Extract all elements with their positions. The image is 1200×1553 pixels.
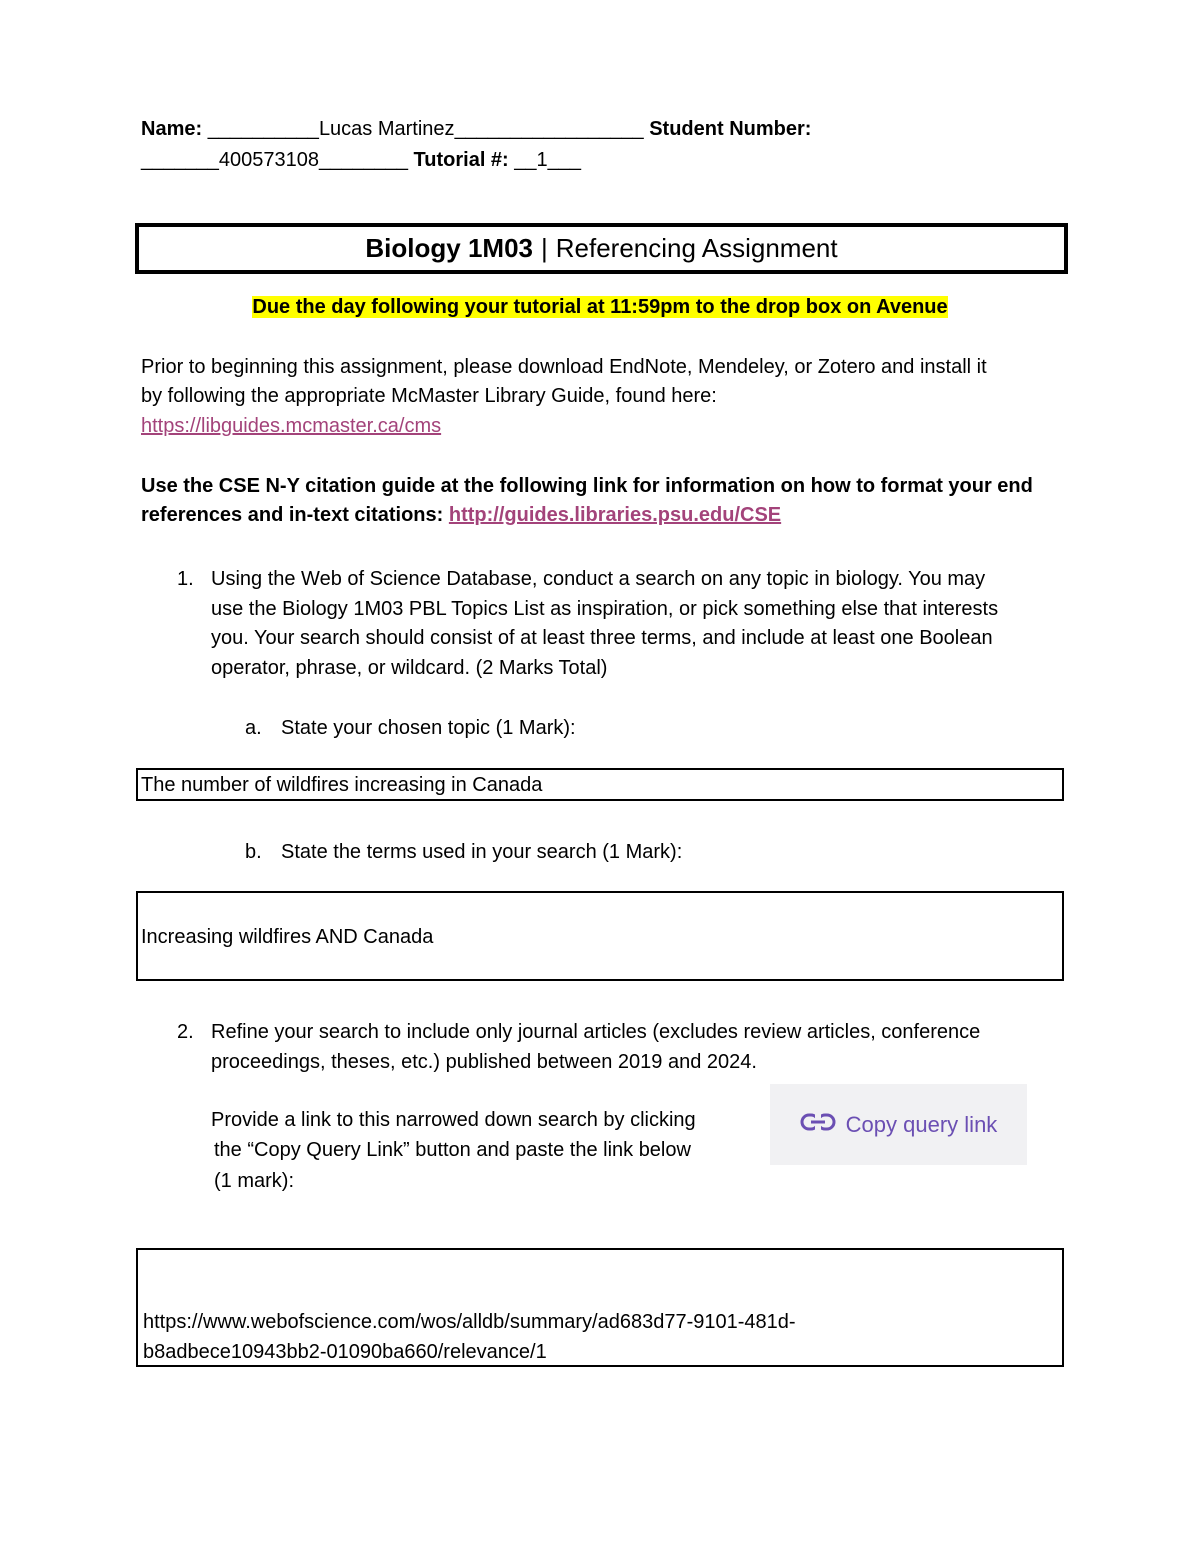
q2-answer-box[interactable] (136, 1248, 1064, 1367)
q1a-answer: The number of wildfires increasing in Canada (141, 774, 543, 796)
student-blank-before: _______ (141, 149, 219, 171)
name-blank-after: _________________ (454, 118, 644, 140)
q2-answer-line-1: https://www.webofscience.com/wos/alldb/summary/ad683d77-9101-481d- (143, 1311, 796, 1333)
course-title: Biology 1M03 (365, 233, 533, 263)
q1a-label: a. (245, 717, 262, 739)
q1b-label: b. (245, 841, 262, 863)
student-number: 400573108 (218, 149, 319, 171)
tutorial-blank-before: __ (514, 149, 537, 171)
student-number-label: Student Number: (649, 118, 812, 140)
q2-number: 2. (177, 1021, 194, 1043)
cse-line-2-text: references and in-text citations: (141, 504, 444, 526)
cse-line-2 (141, 500, 781, 530)
link-icon (800, 1112, 836, 1138)
tutorial-number: 1 (536, 149, 548, 171)
intro-link-row (141, 411, 441, 441)
q1a-answer-box[interactable] (136, 768, 1064, 801)
name-label: Name: (141, 118, 203, 140)
cse-line-1: Use the CSE N-Y citation guide at the following link for information on how to format your end (141, 475, 1033, 497)
libguides-link[interactable]: https://libguides.mcmaster.ca/cms (141, 415, 442, 437)
q1-line-3: you. Your search should consist of at least three terms, and include at least one Boolean (211, 627, 993, 649)
cse-guide-link[interactable]: http://guides.libraries.psu.edu/CSE (448, 504, 782, 526)
copy-query-link-button[interactable] (770, 1084, 1027, 1165)
q1a-text: State your chosen topic (1 Mark): (281, 717, 576, 739)
intro-line-1: Prior to beginning this assignment, please download EndNote, Mendeley, or Zotero and install it (141, 356, 987, 378)
title-separator: | (541, 233, 548, 263)
due-notice-row (0, 292, 1200, 322)
assignment-title: Referencing Assignment (555, 233, 838, 263)
intro-line-2: by following the appropriate McMaster Library Guide, found here: (141, 385, 717, 407)
q1-line-2: use the Biology 1M03 PBL Topics List as inspiration, or pick something else that interests (211, 598, 999, 620)
student-number-line (141, 145, 581, 175)
student-blank-after: ________ (318, 149, 408, 171)
q2-line-1: Refine your search to include only journal articles (excludes review articles, conference (211, 1021, 981, 1043)
student-name: Lucas Martinez (318, 118, 455, 140)
q1b-answer-box[interactable] (136, 891, 1064, 981)
due-notice: Due the day following your tutorial at 11:59pm to the drop box on Avenue (252, 296, 948, 318)
q1b-answer: Increasing wildfires AND Canada (141, 926, 434, 948)
tutorial-label: Tutorial #: (413, 149, 509, 171)
q1b-text: State the terms used in your search (1 Mark): (281, 841, 683, 863)
q2-provide-line-3: (1 mark): (214, 1170, 294, 1192)
copy-query-link-label: Copy query link (845, 1111, 998, 1137)
tutorial-blank-after: ___ (547, 149, 582, 171)
q1-line-1: Using the Web of Science Database, conduct a search on any topic in biology. You may (211, 568, 986, 590)
q2-line-2: proceedings, theses, etc.) published between 2019 and 2024. (211, 1051, 757, 1073)
q2-answer-line-2: b8adbece10943bb2-01090ba660/relevance/1 (143, 1341, 547, 1363)
q1-number: 1. (177, 568, 194, 590)
q2-provide-line-1: Provide a link to this narrowed down search by clicking (211, 1109, 696, 1131)
q2-provide-line-2: the “Copy Query Link” button and paste the link below (214, 1139, 691, 1161)
name-blank-before: __________ (207, 118, 319, 140)
title-box (135, 223, 1068, 274)
name-line (141, 114, 811, 144)
q1-line-4: operator, phrase, or wildcard. (2 Marks Total) (211, 657, 608, 679)
